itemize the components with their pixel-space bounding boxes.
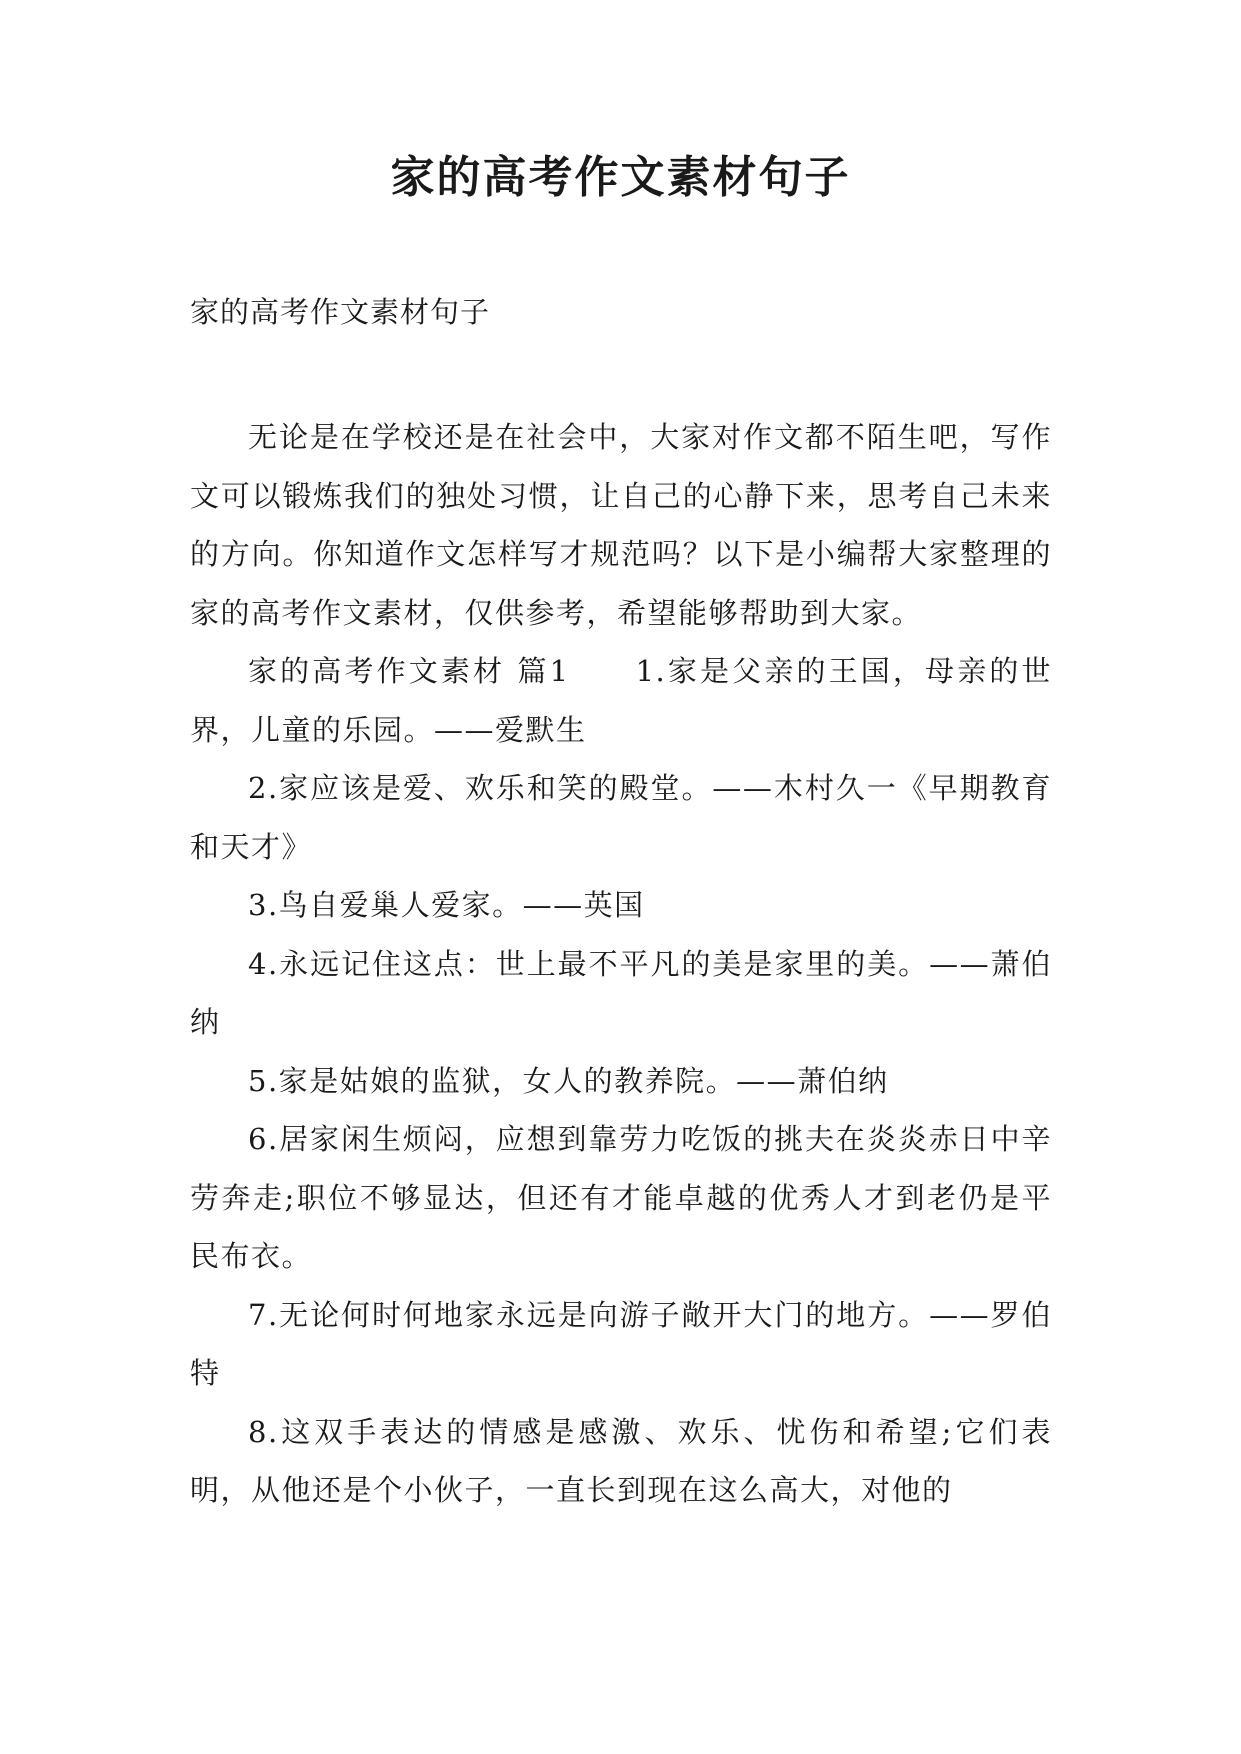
paragraph-quote-3: 3.鸟自爱巢人爱家。——英国 [248,888,645,922]
paragraph-quote-7: 7.无论何时何地家永远是向游子敞开大门的地方。——罗伯特 [190,1297,1052,1390]
document-title: 家的高考作文素材句子 [390,152,851,203]
document-body [190,408,1052,1520]
paragraph-quote-6: 6.居家闲生烦闷，应想到靠劳力吃饭的挑夫在炎炎赤日中辛劳奔走;职位不够显达，但还有才能卓越的优秀人才到老仍是平民布衣。 [190,1122,1052,1273]
paragraph-quote-4: 4.永远记住这点：世上最不平凡的美是家里的美。——萧伯纳 [190,946,1052,1039]
paragraph-quote-1: 家的高考作文素材 篇1 1.家是父亲的王国，母亲的世界，儿童的乐园。——爱默生 [190,654,1052,747]
paragraph-quote-8: 8.这双手表达的情感是感激、欢乐、忧伤和希望;它们表明，从他还是个小伙子，一直长到现在这么高大，对他的 [190,1414,1052,1507]
paragraph-quote-5: 5.家是姑娘的监狱，女人的教养院。——萧伯纳 [248,1063,889,1098]
document-subtitle: 家的高考作文素材句子 [190,295,491,329]
paragraph-quote-2: 2.家应该是爱、欢乐和笑的殿堂。——木村久一《早期教育和天才》 [190,771,1052,864]
paragraph-intro: 无论是在学校还是在社会中，大家对作文都不陌生吧，写作文可以锻炼我们的独处习惯，让自己的心静下来，思考自己未来的方向。你知道作文怎样写才规范吗？以下是小编帮大家整理的家的高考作文素材，仅供参考，希望能够帮助到大家。 [190,420,1052,630]
